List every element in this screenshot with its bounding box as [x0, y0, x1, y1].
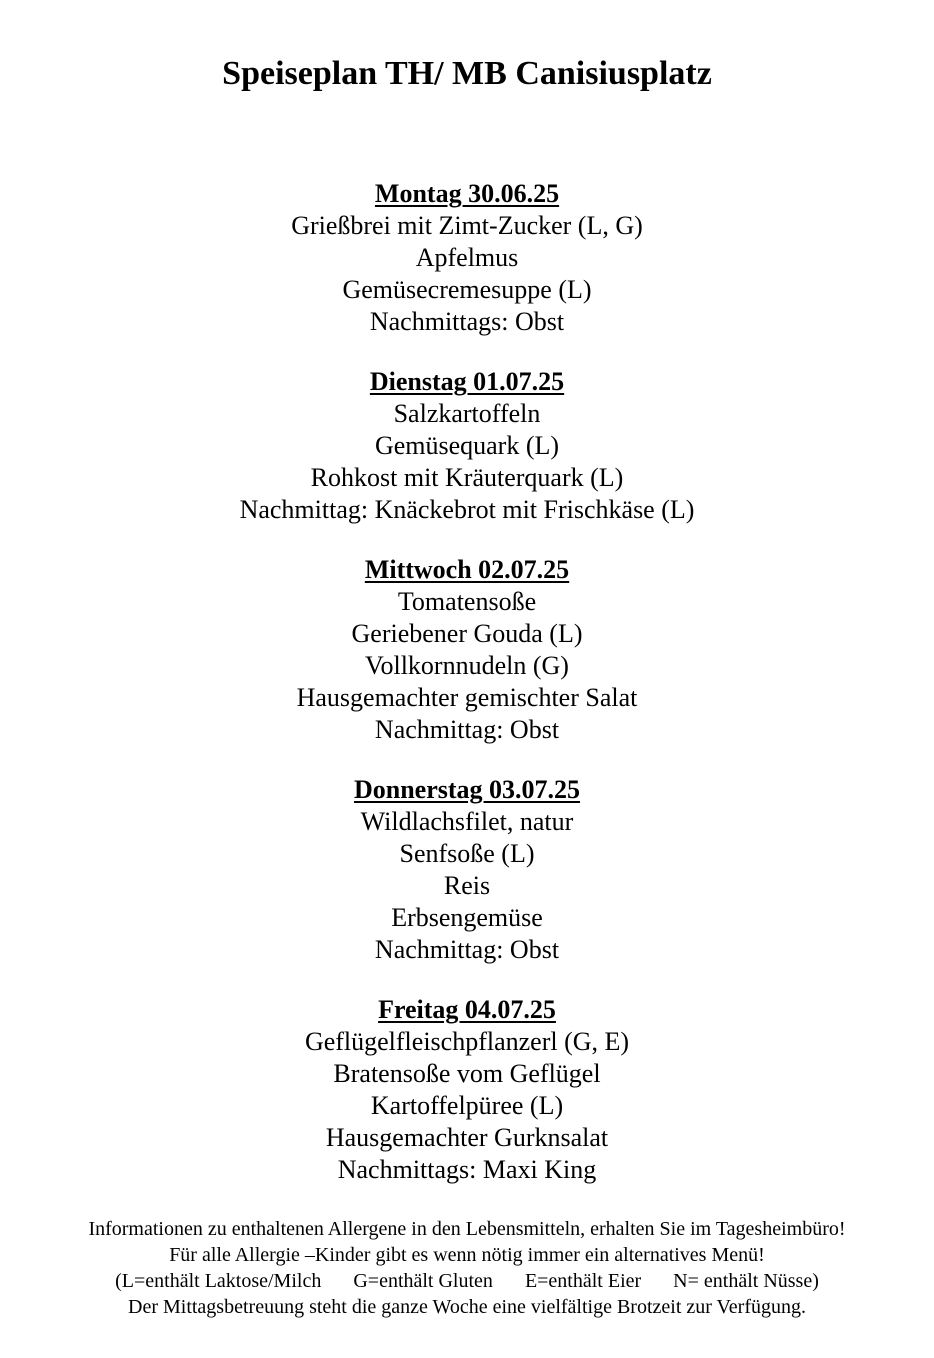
dish: Erbsengemüse	[391, 903, 543, 932]
legend-gluten: G=enthält Gluten	[353, 1270, 493, 1292]
allergen-info-text: Informationen zu enthaltenen Allergene in den Lebensmitteln, erhalten Sie im Tagesheimbüro!	[88, 1218, 846, 1240]
day-tuesday	[0, 366, 934, 526]
legend-eggs: E=enthält Eier	[524, 1270, 642, 1292]
dish: Senfsoße (L)	[399, 839, 535, 868]
dish: Kartoffelpüree (L)	[370, 1091, 564, 1120]
dish: Wildlachsfilet, natur	[360, 807, 574, 836]
day-thursday	[0, 774, 934, 966]
dish: Rohkost mit Kräuterquark (L)	[310, 463, 624, 492]
dish: Nachmittag: Obst	[374, 715, 560, 744]
dish: Vollkornnudeln (G)	[365, 651, 569, 680]
day-monday	[0, 178, 934, 338]
footer-notes	[0, 1216, 934, 1320]
allergen-legend	[0, 1268, 934, 1294]
day-heading: Dienstag 01.07.25	[369, 367, 565, 396]
day-heading: Freitag 04.07.25	[378, 995, 556, 1024]
dish: Nachmittag: Knäckebrot mit Frischkäse (L)	[239, 495, 695, 524]
dish: Grießbrei mit Zimt-Zucker (L, G)	[291, 211, 643, 240]
dish: Reis	[443, 871, 491, 900]
day-heading: Montag 30.06.25	[374, 179, 560, 208]
dish: Apfelmus	[415, 243, 519, 272]
dish: Gemüsequark (L)	[374, 431, 560, 460]
day-friday	[0, 994, 934, 1186]
snack-info-text: Der Mittagsbetreuung steht die ganze Woche eine vielfältige Brotzeit zur Verfügung.	[128, 1296, 806, 1318]
dish: Hausgemachter Gurknsalat	[325, 1123, 609, 1152]
page-title: Speiseplan TH/ MB Canisiusplatz	[222, 55, 712, 92]
menu-days	[0, 178, 934, 1214]
dish: Gemüsecremesuppe (L)	[342, 275, 592, 304]
dish: Bratensoße vom Geflügel	[333, 1059, 601, 1088]
dish: Nachmittag: Obst	[374, 935, 560, 964]
dish: Geflügelfleischpflanzerl (G, E)	[304, 1027, 630, 1056]
alternative-menu-text: Für alle Allergie –Kinder gibt es wenn nötig immer ein alternatives Menü!	[169, 1244, 765, 1266]
dish: Tomatensoße	[397, 587, 537, 616]
dish: Salzkartoffeln	[393, 399, 541, 428]
legend-nuts: N= enthält Nüsse)	[673, 1270, 819, 1292]
legend-lactose: (L=enthält Laktose/Milch	[115, 1270, 322, 1292]
day-heading: Donnerstag 03.07.25	[353, 775, 581, 804]
dish: Hausgemachter gemischter Salat	[296, 683, 638, 712]
day-heading: Mittwoch 02.07.25	[364, 555, 570, 584]
dish: Nachmittags: Maxi King	[337, 1155, 597, 1184]
dish: Nachmittags: Obst	[369, 307, 565, 336]
dish: Geriebener Gouda (L)	[351, 619, 583, 648]
day-wednesday	[0, 554, 934, 746]
